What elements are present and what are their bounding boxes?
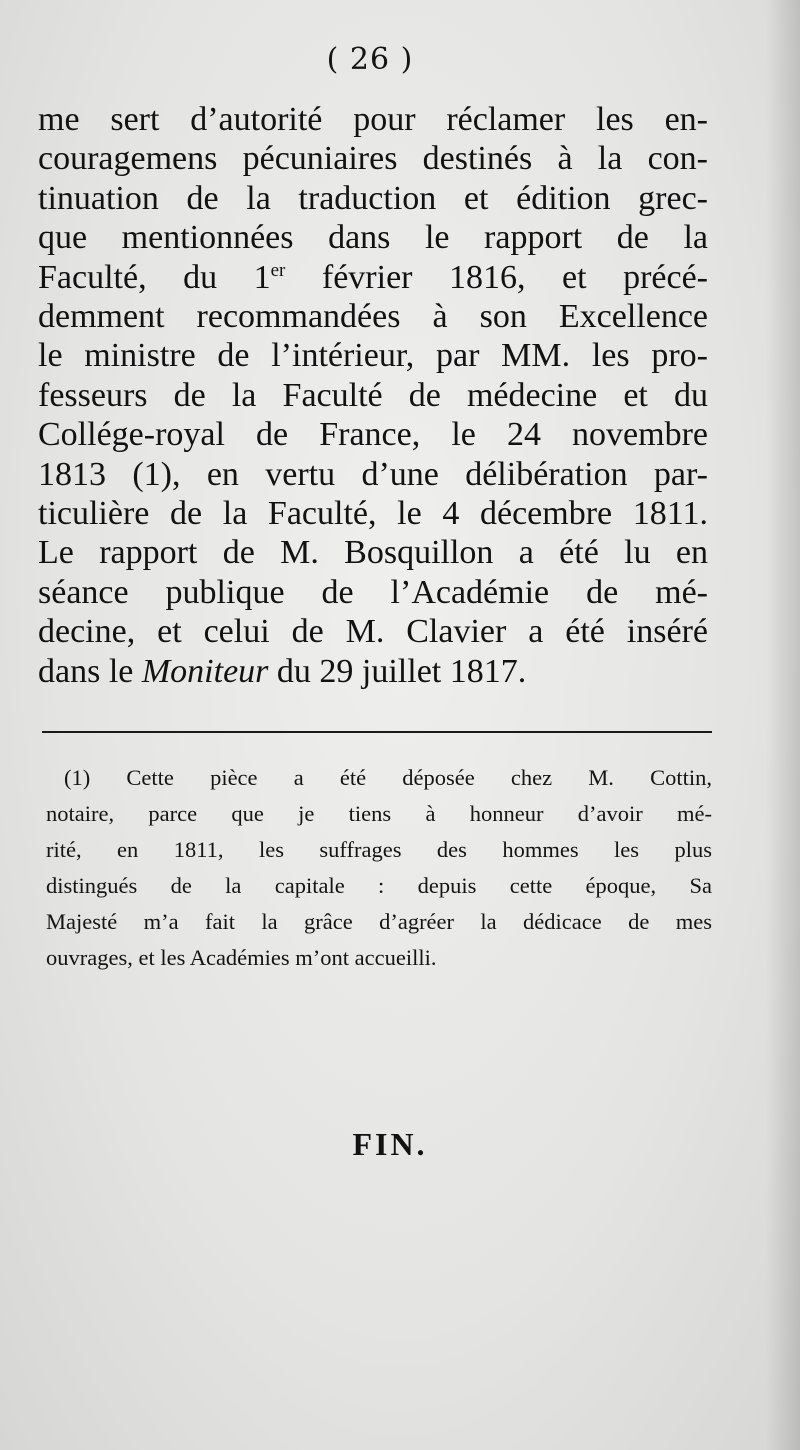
closing-fin: FIN.	[352, 1126, 428, 1162]
footnote	[46, 760, 712, 976]
italic-title: Moniteur	[141, 652, 269, 690]
text-line: Collége-royal de France, le 24 novembre	[38, 416, 708, 454]
text-line: fesseurs de la Faculté de médecine et du	[38, 376, 708, 414]
footnote-line: ouvrages, et les Académies m’ont accueilli.	[46, 945, 437, 970]
footnote-line: Majesté m’a fait la grâce d’agréer la dédicace de mes	[46, 909, 712, 934]
text-line: le ministre de l’intérieur, par MM. les pro-	[38, 337, 708, 375]
text-line: ticulière de la Faculté, le 4 décembre 1811.	[38, 495, 708, 533]
text-line	[38, 258, 708, 297]
text-line: me sert d’autorité pour réclamer les en-	[38, 101, 708, 138]
text-line: couragemens pécuniaires destinés à la con-	[38, 140, 708, 178]
text-line	[38, 652, 708, 691]
text-line: tinuation de la traduction et édition grec-	[38, 179, 708, 217]
footnote-line: notaire, parce que je tiens à honneur d’avoir mé-	[46, 801, 712, 826]
page-number: ( 26 )	[326, 42, 414, 77]
footnote-line: distingués de la capitale : depuis cette époque, Sa	[46, 873, 712, 898]
text-line: séance publique de l’Académie de mé-	[38, 573, 708, 611]
text-fragment: Faculté, du 1	[38, 258, 271, 296]
footnote-line: rité, en 1811, les suffrages des hommes les plus	[46, 837, 712, 862]
footnote-rule	[42, 731, 712, 733]
text-line: que mentionnées dans le rapport de la	[38, 219, 708, 257]
text-line: demment recommandées à son Excellence	[38, 298, 708, 336]
text-fragment: dans le	[38, 652, 142, 690]
page-edge-shadow	[766, 0, 800, 1450]
text-fragment: février 1816, et précé-	[285, 258, 708, 296]
text-line: decine, et celui de M. Clavier a été inséré	[38, 613, 708, 651]
text-line: 1813 (1), en vertu d’une délibération par-	[38, 455, 708, 493]
text-fragment: du 29 juillet 1817.	[268, 652, 527, 690]
footnote-line: (1) Cette pièce a été déposée chez M. Cottin,	[64, 765, 712, 790]
text-line: Le rapport de M. Bosquillon a été lu en	[38, 534, 708, 572]
main-paragraph	[38, 100, 708, 691]
superscript: er	[270, 259, 286, 281]
